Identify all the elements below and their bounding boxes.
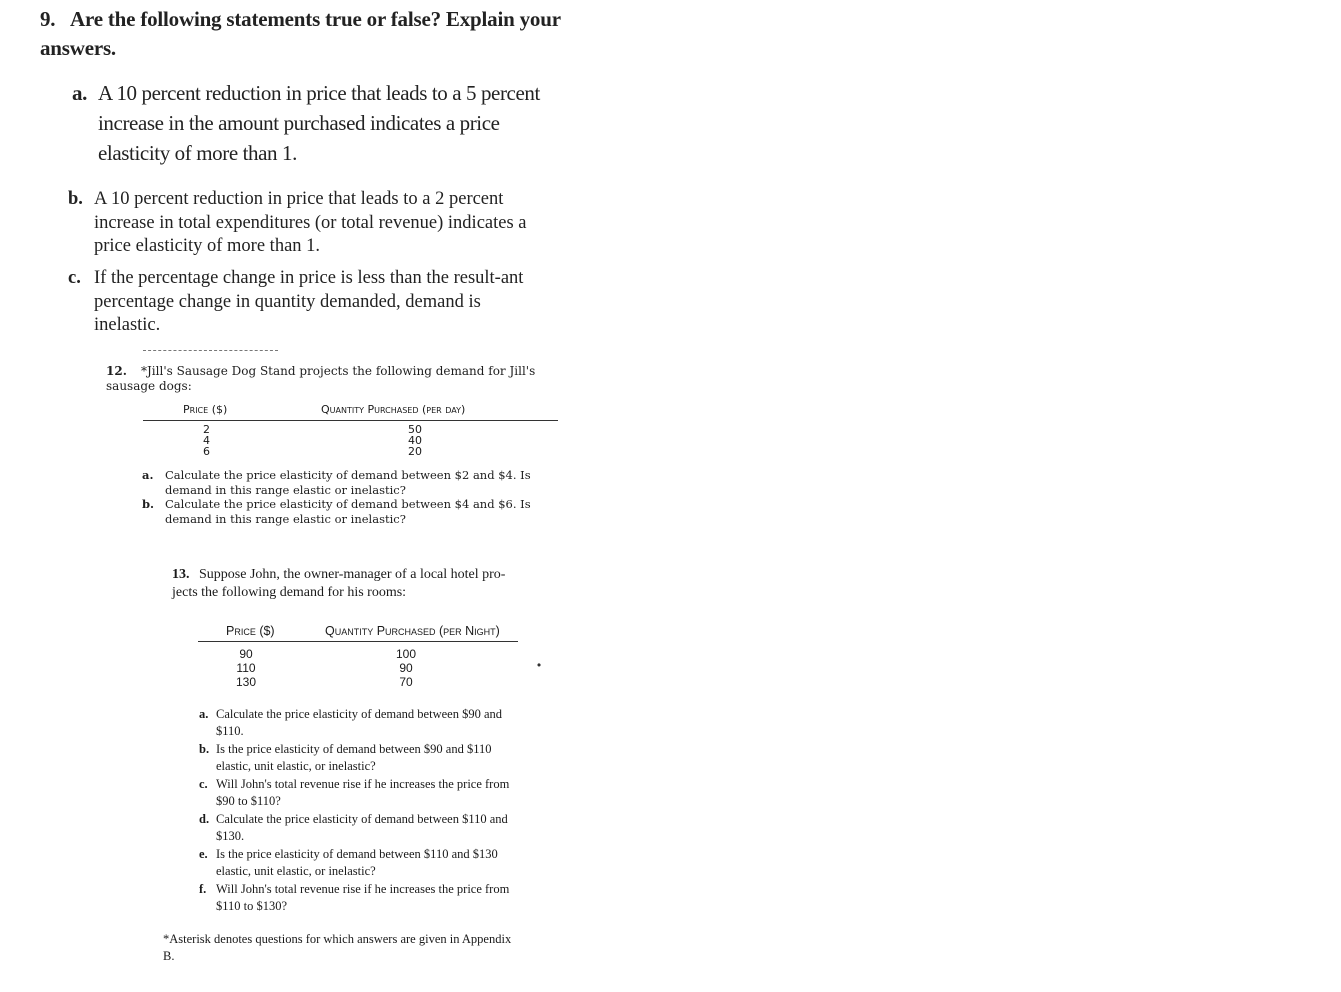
- price-cell: 130: [236, 675, 257, 689]
- item-label: d.: [199, 812, 210, 826]
- item-label: b.: [199, 742, 210, 756]
- question-13-item-c: [199, 776, 524, 809]
- item-text: Is the price elasticity of demand between $90 and $110 elastic, unit elastic, or inelastic?: [216, 742, 492, 773]
- item-label: a.: [72, 81, 87, 105]
- question-13-item-a: [199, 706, 524, 739]
- quantity-cell: 20: [408, 445, 422, 458]
- stray-pen-mark: •: [533, 658, 545, 673]
- question-text: Suppose John, the owner-manager of a local hotel pro-jects the following demand for his rooms:: [172, 567, 506, 600]
- asterisk-footnote: *Asterisk denotes questions for which answers are given in Appendix B.: [163, 932, 512, 963]
- table-header: [143, 402, 558, 421]
- quantity-cell: 40: [408, 434, 422, 447]
- question-text: Are the following statements true or false? Explain your answers.: [40, 7, 561, 60]
- item-label: a.: [199, 707, 209, 721]
- table-row: [198, 675, 518, 689]
- price-cell: 110: [236, 661, 256, 675]
- question-13-item-f: [199, 881, 524, 914]
- item-text: A 10 percent reduction in price that leads to a 2 percent increase in total expenditures (or total revenue) indicates a price elasticity of more than 1.: [94, 189, 527, 256]
- item-label: b.: [142, 497, 155, 511]
- item-text: Is the price elasticity of demand between $110 and $130 elastic, unit elastic, or inelastic?: [216, 847, 498, 878]
- table-row: [198, 661, 518, 675]
- price-cell: 6: [203, 445, 210, 458]
- question-number: 13.: [172, 567, 190, 582]
- question-13-item-e: [199, 846, 524, 879]
- item-text: Will John's total revenue rise if he increases the price from $90 to $110?: [216, 777, 510, 808]
- column-header-price: Price ($): [226, 624, 275, 638]
- question-12-prompt: [106, 364, 566, 394]
- item-text: Calculate the price elasticity of demand between $4 and $6. Is demand in this range elastic or inelastic?: [165, 497, 531, 526]
- cropped-text-fragment: [143, 350, 278, 357]
- column-header-quantity: Quantity Purchased (per day): [321, 403, 466, 416]
- question-13-prompt: [172, 566, 524, 602]
- item-label: f.: [199, 882, 207, 896]
- price-cell: 4: [203, 434, 210, 447]
- item-text: If the percentage change in price is less than the result-ant percentage change in quantity demanded, demand is inelastic.: [94, 268, 524, 335]
- question-text: *Jill's Sausage Dog Stand projects the following demand for Jill's sausage dogs:: [106, 364, 536, 393]
- table-row: [198, 647, 518, 661]
- price-cell: 90: [239, 647, 253, 661]
- table-row: [143, 446, 558, 457]
- item-label: c.: [68, 268, 81, 288]
- quantity-cell: 100: [395, 647, 417, 661]
- quantity-cell: 90: [399, 661, 413, 675]
- column-header-price: Price ($): [183, 403, 228, 416]
- item-text: Calculate the price elasticity of demand between $110 and $130.: [216, 812, 508, 843]
- question-12-item-a: [142, 468, 567, 498]
- demand-table-hotel: [198, 622, 518, 689]
- question-number: 9.: [40, 7, 56, 31]
- price-cell: 2: [203, 423, 210, 436]
- item-text: Calculate the price elasticity of demand between $2 and $4. Is demand in this range elastic or inelastic?: [165, 468, 531, 497]
- item-label: e.: [199, 847, 208, 861]
- item-text: Will John's total revenue rise if he increases the price from $110 to $130?: [216, 882, 510, 913]
- item-label: c.: [199, 777, 208, 791]
- table-header: [198, 622, 518, 642]
- question-number: 12.: [106, 364, 127, 378]
- item-text: A 10 percent reduction in price that leads to a 5 percent increase in the amount purchased indicates a price elasticity of more than 1.: [98, 81, 540, 165]
- quantity-cell: 70: [399, 675, 413, 689]
- item-text: Calculate the price elasticity of demand between $90 and $110.: [216, 707, 502, 738]
- question-13-items: [199, 706, 524, 916]
- item-label: a.: [142, 468, 154, 482]
- question-9-item-c: [68, 267, 548, 338]
- question-13-item-b: [199, 741, 524, 774]
- question-9-item-a: [72, 78, 572, 168]
- question-13-item-d: [199, 811, 524, 844]
- question-9-item-b: [68, 188, 548, 259]
- quantity-cell: 50: [408, 423, 422, 436]
- item-label: b.: [68, 189, 83, 209]
- column-header-quantity: Quantity Purchased (per Night): [325, 624, 500, 638]
- demand-table-sausage: [143, 402, 558, 457]
- question-9-prompt: [40, 5, 570, 63]
- question-12-item-b: [142, 497, 567, 527]
